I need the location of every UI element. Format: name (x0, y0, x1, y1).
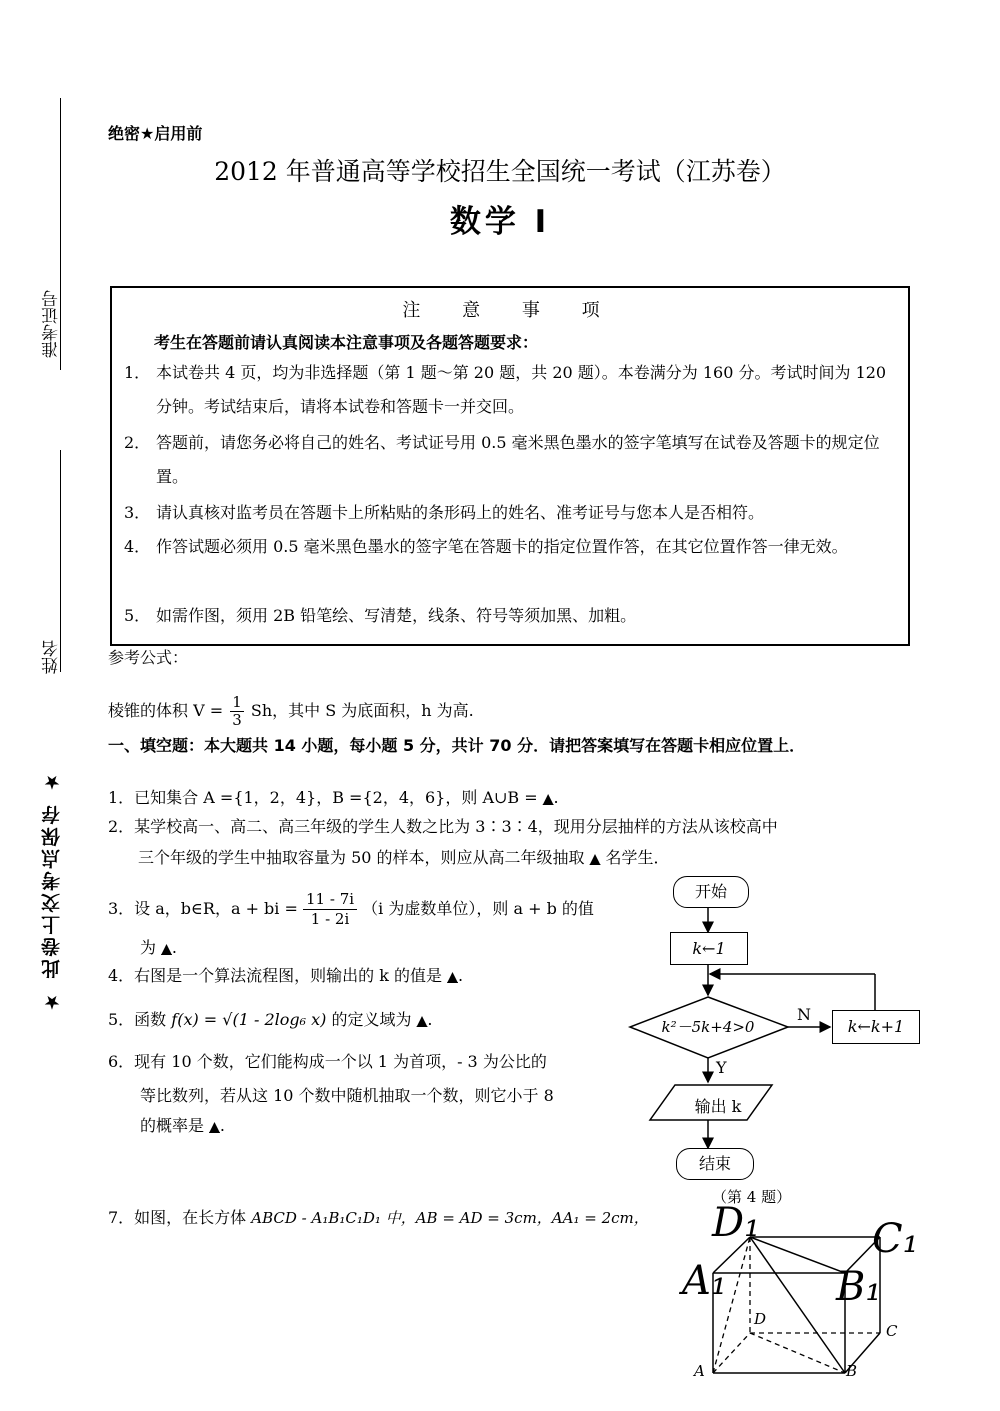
label-C: C (886, 1322, 898, 1340)
question-4: 4．右图是一个算法流程图，则输出的 k 的值是 ▲. (108, 966, 464, 985)
flow-no-label: N (797, 1005, 811, 1024)
question-6 (108, 1052, 547, 1072)
exam-title: 2012 年普通高等学校招生全国统一考试（江苏卷） (214, 157, 786, 186)
question-6-cont (140, 1086, 554, 1106)
notice-item-num: 1． (124, 363, 151, 382)
notice-item-text: 如需作图，须用 2B 铅笔绘、写清楚，线条、符号等须加黑、加粗。 (156, 606, 637, 625)
answer-blank: ▲ (447, 969, 458, 985)
q3-fraction (303, 890, 357, 929)
q6-text-a: 6．现有 10 个数，它们能构成一个以 1 为首项，- 3 为公比的 (108, 1052, 547, 1071)
question-2-cont (138, 848, 670, 869)
label-A1: A₁ (682, 1258, 727, 1304)
formula-line (108, 694, 474, 729)
notice-item (124, 356, 904, 424)
formula-fraction (230, 694, 244, 729)
question-3-cont: 为 ▲. (140, 938, 177, 957)
notice-item-num: 4． (124, 537, 151, 556)
q2-text-a: 2．某学校高一、高二、高三年级的学生人数之比为 3∶3∶4，现用分层抽样的方法从该校高中 (108, 817, 778, 836)
notice-item (124, 530, 904, 564)
flow-yes-label: Y (716, 1058, 727, 1077)
answer-blank: ▲ (161, 941, 172, 957)
question-5: 5．函数 f(x) = √(1 - 2log₆ x) 的定义域为 ▲. (108, 1010, 433, 1029)
flow-output: 输出 k (694, 1097, 742, 1116)
answer-blank: ▲ (542, 791, 554, 807)
name-line (60, 450, 61, 672)
q3-text-c: 为 (140, 938, 157, 957)
q7-text-a: 7．如图，在长方体 (108, 1208, 247, 1227)
q6-text-c: 的概率是 (140, 1116, 205, 1135)
notice-item-text: 答题前，请您务必将自己的姓名、考试证号用 0.5 毫米黑色墨水的签字笔填写在试卷及答题卡的规定位置。 (156, 433, 880, 486)
notice-item (124, 496, 904, 530)
notice-item-num: 5． (124, 606, 151, 625)
section-heading: 一、填空题：本大题共 14 小题，每小题 5 分，共计 70 分．请把答案填写在答题卡相应位置上． (108, 736, 806, 755)
label-B1: B₁ (836, 1264, 882, 1310)
label-A: A (694, 1362, 705, 1380)
label-C1: C₁ (872, 1216, 919, 1262)
notice-heading: 注 意 事 项 (402, 300, 618, 321)
keep-warning: ★ 此卷上交考点保存 ★ (41, 768, 63, 1014)
frac-denominator: 3 (232, 711, 242, 729)
notice-item-num: 3． (124, 503, 151, 522)
q2-text-b: 三个年级的学生中抽取容量为 50 的样本，则应从高二年级抽取 (138, 848, 585, 867)
question-1: 1．已知集合 A ={1，2，4}，B ={2，4，6}，则 A∪B = ▲. (108, 788, 559, 807)
q3-text-b: （i 为虚数单位），则 a + b 的值 (362, 899, 594, 918)
flow-update: k←k+1 (832, 1010, 920, 1044)
notice-item (124, 599, 904, 633)
q1-text: 1．已知集合 A ={1，2，4}，B ={2，4，6}，则 A∪B = (108, 788, 538, 807)
q2-text-c: 名学生． (605, 848, 670, 867)
notice-item (124, 426, 904, 494)
answer-blank: ▲ (209, 1119, 220, 1135)
secret-mark: 绝密★启用前 (108, 124, 203, 143)
q7-expression: ABCD - A₁B₁C₁D₁ 中，AB = AD = 3cm，AA₁ = 2cm， (251, 1209, 649, 1227)
q6-text-b: 等比数列，若从这 10 个数中随机抽取一个数，则它小于 8 (140, 1086, 554, 1105)
flow-caption: （第 4 题） (712, 1188, 792, 1206)
question-2 (108, 817, 778, 837)
formula-text-b: Sh，其中 S 为底面积，h 为高. (250, 701, 474, 720)
q5-text-a: 5．函数 (108, 1010, 167, 1029)
flow-condition: k²－5k+4>0 (661, 1018, 755, 1036)
question-7 (108, 1208, 649, 1228)
question-6-cont2: 的概率是 ▲. (140, 1116, 225, 1135)
notice-box (110, 286, 910, 646)
q5-text-b: 的定义域为 (331, 1010, 412, 1029)
q3-numerator: 11 - 7i (303, 890, 357, 910)
flow-end: 结束 (676, 1148, 754, 1180)
notice-item-text: 请认真核对监考员在答题卡上所粘贴的条形码上的姓名、准考证号与您本人是否相符。 (156, 503, 765, 522)
exam-id-label: 准考证号 (42, 290, 62, 358)
q3-denominator: 1 - 2i (310, 910, 350, 928)
answer-blank: ▲ (589, 851, 601, 867)
subject-title: 数学 Ⅰ (449, 204, 551, 240)
notice-item-text: 本试卷共 4 页，均为非选择题（第 1 题～第 20 题，共 20 题）。本卷满分为 160 分。考试时间为 120 分钟。考试结束后，请将本试卷和答题卡一并交回。 (156, 363, 887, 416)
label-B: B (846, 1362, 858, 1380)
question-3 (108, 890, 594, 929)
formula-text-a: 棱锥的体积 V = (108, 701, 224, 720)
q3-text-a: 3．设 a，b∈R，a + bi = (108, 899, 298, 918)
notice-intro: 考生在答题前请认真阅读本注意事项及各题答题要求： (154, 333, 539, 352)
flow-start: 开始 (673, 876, 749, 908)
notice-item-text: 作答试题必须用 0.5 毫米黑色墨水的签字笔在答题卡的指定位置作答，在其它位置作答一律无效。 (156, 537, 848, 556)
answer-blank: ▲ (416, 1013, 428, 1029)
frac-numerator: 1 (232, 693, 242, 711)
notice-item-num: 2． (124, 433, 151, 452)
formula-label: 参考公式： (108, 648, 189, 667)
q4-text: 4．右图是一个算法流程图，则输出的 k 的值是 (108, 966, 443, 985)
flow-init: k←1 (670, 932, 748, 965)
label-D: D (754, 1310, 767, 1328)
label-D1: D₁ (712, 1200, 761, 1246)
name-label: 姓名 (42, 640, 62, 674)
q5-expression: f(x) = √(1 - 2log₆ x) (171, 1010, 327, 1029)
